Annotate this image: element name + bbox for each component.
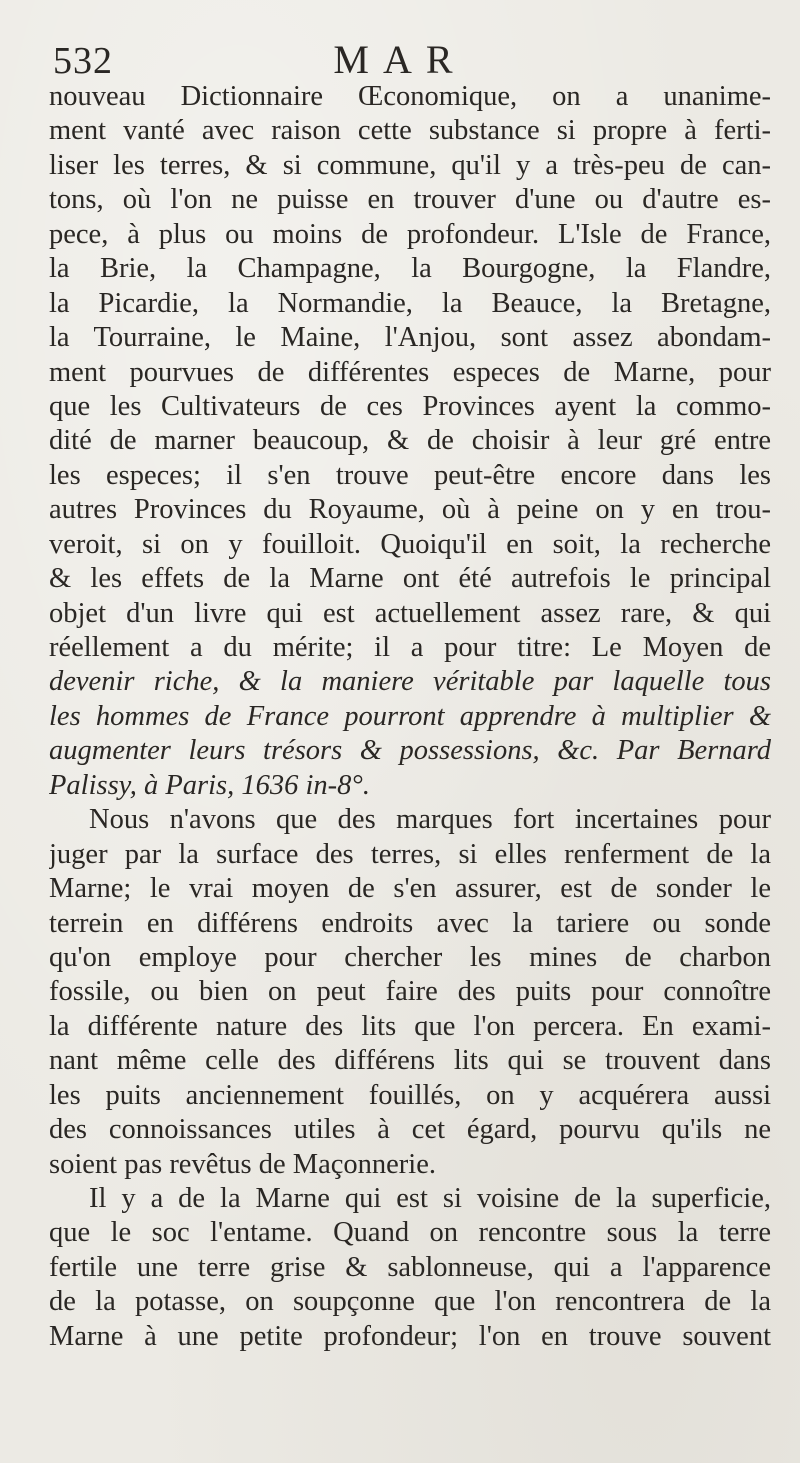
text-line: la différente nature des lits que l'on percera. En exami-	[49, 1010, 771, 1042]
text-line: devenir riche, & la maniere véritable par laquelle tous	[49, 666, 771, 698]
text-line: Marne; le vrai moyen de s'en assurer, est de sonder le	[49, 873, 771, 905]
text-line: qu'on employe pour chercher les mines de charbon	[49, 941, 771, 973]
text-line: les hommes de France pourront apprendre à multiplier &	[49, 700, 771, 732]
text-line: juger par la surface des terres, si elles renferment de la	[49, 838, 771, 870]
text-line: la Picardie, la Normandie, la Beauce, la Bretagne,	[49, 287, 771, 319]
text-line: de la potasse, on soupçonne que l'on rencontrera de la	[49, 1286, 771, 1318]
text-line: Marne à une petite profondeur; l'on en trouve souvent	[49, 1320, 771, 1352]
text-line: tons, où l'on ne puisse en trouver d'une ou d'autre es-	[49, 184, 771, 216]
text-line: terrein en différens endroits avec la tariere ou sonde	[49, 907, 771, 939]
text-line: liser les terres, & si commune, qu'il y a très-peu de can-	[49, 149, 771, 181]
text-line: la Brie, la Champagne, la Bourgogne, la Flandre,	[49, 253, 771, 285]
running-head: MAR	[333, 37, 467, 82]
text-line: que les Cultivateurs de ces Provinces ayent la commo-	[49, 390, 771, 422]
text-line: soient pas revêtus de Maçonnerie.	[49, 1148, 436, 1180]
text-line: les puits anciennement fouillés, on y acquérera aussi	[49, 1079, 771, 1111]
text-line: ment vanté avec raison cette substance si propre à ferti-	[49, 115, 771, 147]
body-text	[49, 80, 771, 1354]
text-line: la Tourraine, le Maine, l'Anjou, sont assez abondam-	[49, 322, 771, 354]
text-line: ment pourvues de différentes especes de Marne, pour	[49, 356, 771, 388]
page-number: 532	[53, 40, 113, 82]
text-line: nant même celle des différens lits qui se trouvent dans	[49, 1045, 771, 1077]
text-line: dité de marner beaucoup, & de choisir à leur gré entre	[49, 425, 771, 457]
text-line: autres Provinces du Royaume, où à peine on y en trou-	[49, 494, 771, 526]
text-line: nouveau Dictionnaire Œconomique, on a unanime-	[49, 81, 771, 112]
text-line: Palissy, à Paris, 1636 in-8°.	[49, 769, 370, 801]
text-line: réellement a du mérite; il a pour titre: Le Moyen de	[49, 632, 771, 663]
text-line: des connoissances utiles à cet égard, pourvu qu'ils ne	[49, 1114, 771, 1146]
text-line: & les effets de la Marne ont été autrefois le principal	[49, 563, 771, 595]
text-line: veroit, si on y fouilloit. Quoiqu'il en soit, la recherche	[49, 528, 771, 560]
text-line: fertile une terre grise & sablonneuse, qui a l'apparence	[49, 1251, 771, 1283]
text-line: fossile, ou bien on peut faire des puits pour connoître	[49, 976, 771, 1008]
text-line: objet d'un livre qui est actuellement assez rare, & qui	[49, 597, 771, 629]
text-line: augmenter leurs trésors & possessions, &c. Par Bernard	[49, 735, 771, 767]
text-line: Il y a de la Marne qui est si voisine de la superficie,	[89, 1183, 771, 1214]
text-line: pece, à plus ou moins de profondeur. L'Isle de France,	[49, 218, 771, 250]
text-line: Nous n'avons que des marques fort incertaines pour	[89, 804, 771, 836]
text-line: les especes; il s'en trouve peut-être encore dans les	[49, 459, 771, 491]
text-line: que le soc l'entame. Quand on rencontre sous la terre	[49, 1217, 771, 1249]
